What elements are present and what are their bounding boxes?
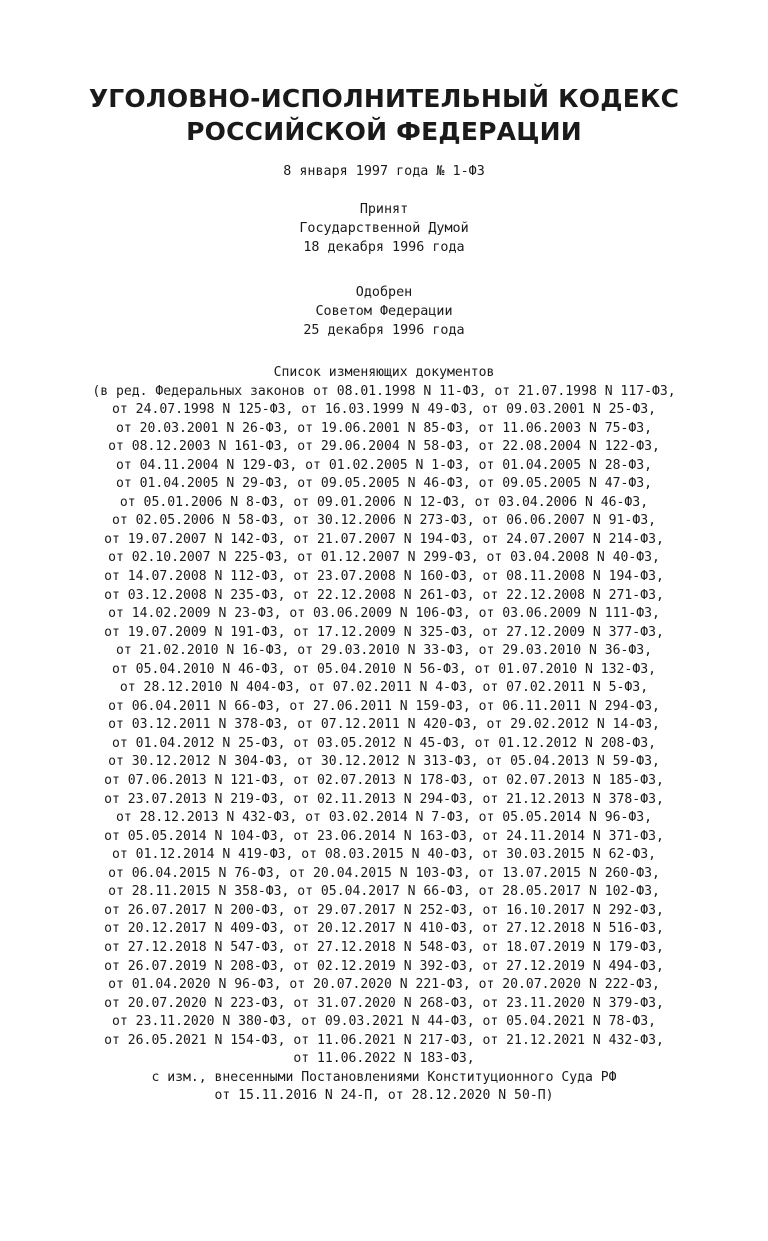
amendment-line: от 28.12.2013 N 432-ФЗ, от 03.02.2014 N 7-ФЗ, от 05.05.2014 N 96-ФЗ, (115, 810, 653, 826)
amendment-line: от 01.12.2014 N 419-ФЗ, от 08.03.2015 N 40-ФЗ, от 30.03.2015 N 62-ФЗ, (112, 847, 656, 863)
amendment-line: от 26.07.2017 N 200-ФЗ, от 29.07.2017 N 252-ФЗ, от 16.10.2017 N 292-ФЗ, (104, 902, 664, 918)
title-line-2: РОССИЙСКОЙ ФЕДЕРАЦИИ (186, 117, 582, 146)
approved-date: 25 декабря 1996 года (303, 323, 465, 339)
amending-documents-list (0, 364, 768, 1106)
amendment-line: от 19.07.2007 N 142-ФЗ, от 21.07.2007 N 194-ФЗ, от 24.07.2007 N 214-ФЗ, (104, 531, 664, 547)
amendment-line: от 26.07.2019 N 208-ФЗ, от 02.12.2019 N 392-ФЗ, от 27.12.2019 N 494-ФЗ, (104, 958, 664, 974)
amendment-line: от 04.11.2004 N 129-ФЗ, от 01.02.2005 N 1-ФЗ, от 01.04.2005 N 28-ФЗ, (115, 457, 653, 473)
amendment-line: от 20.03.2001 N 26-ФЗ, от 19.06.2001 N 85-ФЗ, от 11.06.2003 N 75-ФЗ, (115, 420, 653, 436)
amendment-line: от 02.10.2007 N 225-ФЗ, от 01.12.2007 N 299-ФЗ, от 03.04.2008 N 40-ФЗ, (108, 550, 660, 566)
adopted-by-duma (0, 200, 768, 257)
amendment-line: от 05.01.2006 N 8-ФЗ, от 09.01.2006 N 12-ФЗ, от 03.04.2006 N 46-ФЗ, (119, 494, 649, 510)
date-and-number: 8 января 1997 года № 1-ФЗ (283, 164, 485, 179)
amendment-line: от 19.07.2009 N 191-ФЗ, от 17.12.2009 N 325-ФЗ, от 27.12.2009 N 377-ФЗ, (104, 624, 664, 640)
amendment-line: от 02.05.2006 N 58-ФЗ, от 30.12.2006 N 273-ФЗ, от 06.06.2007 N 91-ФЗ, (112, 513, 656, 529)
amendment-line: от 01.04.2012 N 25-ФЗ, от 03.05.2012 N 45-ФЗ, от 01.12.2012 N 208-ФЗ, (112, 735, 656, 751)
amendment-line: от 01.04.2005 N 29-ФЗ, от 09.05.2005 N 46-ФЗ, от 09.05.2005 N 47-ФЗ, (115, 476, 653, 492)
amendment-line: от 21.02.2010 N 16-ФЗ, от 29.03.2010 N 33-ФЗ, от 29.03.2010 N 36-ФЗ, (115, 643, 653, 659)
title-line-1: УГОЛОВНО-ИСПОЛНИТЕЛЬНЫЙ КОДЕКС (88, 84, 680, 113)
amending-documents-heading: Список изменяющих документов (273, 365, 495, 380)
amendment-line: от 05.05.2014 N 104-ФЗ, от 23.06.2014 N 163-ФЗ, от 24.11.2014 N 371-ФЗ, (104, 828, 664, 844)
amendment-line: от 06.04.2015 N 76-ФЗ, от 20.04.2015 N 103-ФЗ, от 13.07.2015 N 260-ФЗ, (108, 865, 660, 881)
amendment-line: от 26.05.2021 N 154-ФЗ, от 11.06.2021 N 217-ФЗ, от 21.12.2021 N 432-ФЗ, (104, 1032, 664, 1048)
amendment-line: от 06.04.2011 N 66-ФЗ, от 27.06.2011 N 159-ФЗ, от 06.11.2011 N 294-ФЗ, (108, 698, 660, 714)
approved-label: Одобрен (355, 285, 413, 300)
amendment-line: от 14.02.2009 N 23-ФЗ, от 03.06.2009 N 106-ФЗ, от 03.06.2009 N 111-ФЗ, (108, 606, 660, 622)
amendment-line: от 03.12.2008 N 235-ФЗ, от 22.12.2008 N 261-ФЗ, от 22.12.2008 N 271-ФЗ, (104, 587, 664, 603)
amendment-line: (в ред. Федеральных законов от 08.01.1998 N 11-ФЗ, от 21.07.1998 N 117-ФЗ, (92, 383, 676, 399)
amendment-line: от 14.07.2008 N 112-ФЗ, от 23.07.2008 N 160-ФЗ, от 08.11.2008 N 194-ФЗ, (104, 569, 664, 585)
adopted-body: Государственной Думой (299, 221, 469, 237)
amendment-line: с изм., внесенными Постановлениями Конституционного Суда РФ (151, 1069, 617, 1085)
amendment-line: от 01.04.2020 N 96-ФЗ, от 20.07.2020 N 221-ФЗ, от 20.07.2020 N 222-ФЗ, (108, 977, 660, 993)
adopted-date: 18 декабря 1996 года (303, 240, 465, 256)
amendment-line: от 20.07.2020 N 223-ФЗ, от 31.07.2020 N 268-ФЗ, от 23.11.2020 N 379-ФЗ, (104, 995, 664, 1011)
amendment-line: от 28.11.2015 N 358-ФЗ, от 05.04.2017 N 66-ФЗ, от 28.05.2017 N 102-ФЗ, (108, 884, 660, 900)
amendment-line: от 15.11.2016 N 24-П, от 28.12.2020 N 50-П) (214, 1088, 554, 1104)
approved-by-federation-council (0, 283, 768, 340)
amendment-line: от 24.07.1998 N 125-ФЗ, от 16.03.1999 N 49-ФЗ, от 09.03.2001 N 25-ФЗ, (112, 402, 656, 418)
amendment-line: от 30.12.2012 N 304-ФЗ, от 30.12.2012 N 313-ФЗ, от 05.04.2013 N 59-ФЗ, (108, 754, 660, 770)
amendment-line: от 05.04.2010 N 46-ФЗ, от 05.04.2010 N 56-ФЗ, от 01.07.2010 N 132-ФЗ, (112, 661, 656, 677)
amendment-line: от 03.12.2011 N 378-ФЗ, от 07.12.2011 N 420-ФЗ, от 29.02.2012 N 14-ФЗ, (108, 717, 660, 733)
amendment-line: от 11.06.2022 N 183-ФЗ, (293, 1051, 475, 1067)
approved-body: Советом Федерации (315, 304, 453, 320)
amendment-line: от 27.12.2018 N 547-ФЗ, от 27.12.2018 N 548-ФЗ, от 18.07.2019 N 179-ФЗ, (104, 939, 664, 955)
amendment-line: от 20.12.2017 N 409-ФЗ, от 20.12.2017 N 410-ФЗ, от 27.12.2018 N 516-ФЗ, (104, 921, 664, 937)
amendment-line: от 07.06.2013 N 121-ФЗ, от 02.07.2013 N 178-ФЗ, от 02.07.2013 N 185-ФЗ, (104, 773, 664, 789)
amendment-line: от 23.11.2020 N 380-ФЗ, от 09.03.2021 N 44-ФЗ, от 05.04.2021 N 78-ФЗ, (112, 1014, 656, 1030)
amendment-line: от 23.07.2013 N 219-ФЗ, от 02.11.2013 N 294-ФЗ, от 21.12.2013 N 378-ФЗ, (104, 791, 664, 807)
amendment-line: от 28.12.2010 N 404-ФЗ, от 07.02.2011 N 4-ФЗ, от 07.02.2011 N 5-ФЗ, (119, 680, 649, 696)
adopted-label: Принят (359, 202, 409, 217)
document-title (0, 82, 768, 148)
amendment-line: от 08.12.2003 N 161-ФЗ, от 29.06.2004 N 58-ФЗ, от 22.08.2004 N 122-ФЗ, (108, 439, 660, 455)
